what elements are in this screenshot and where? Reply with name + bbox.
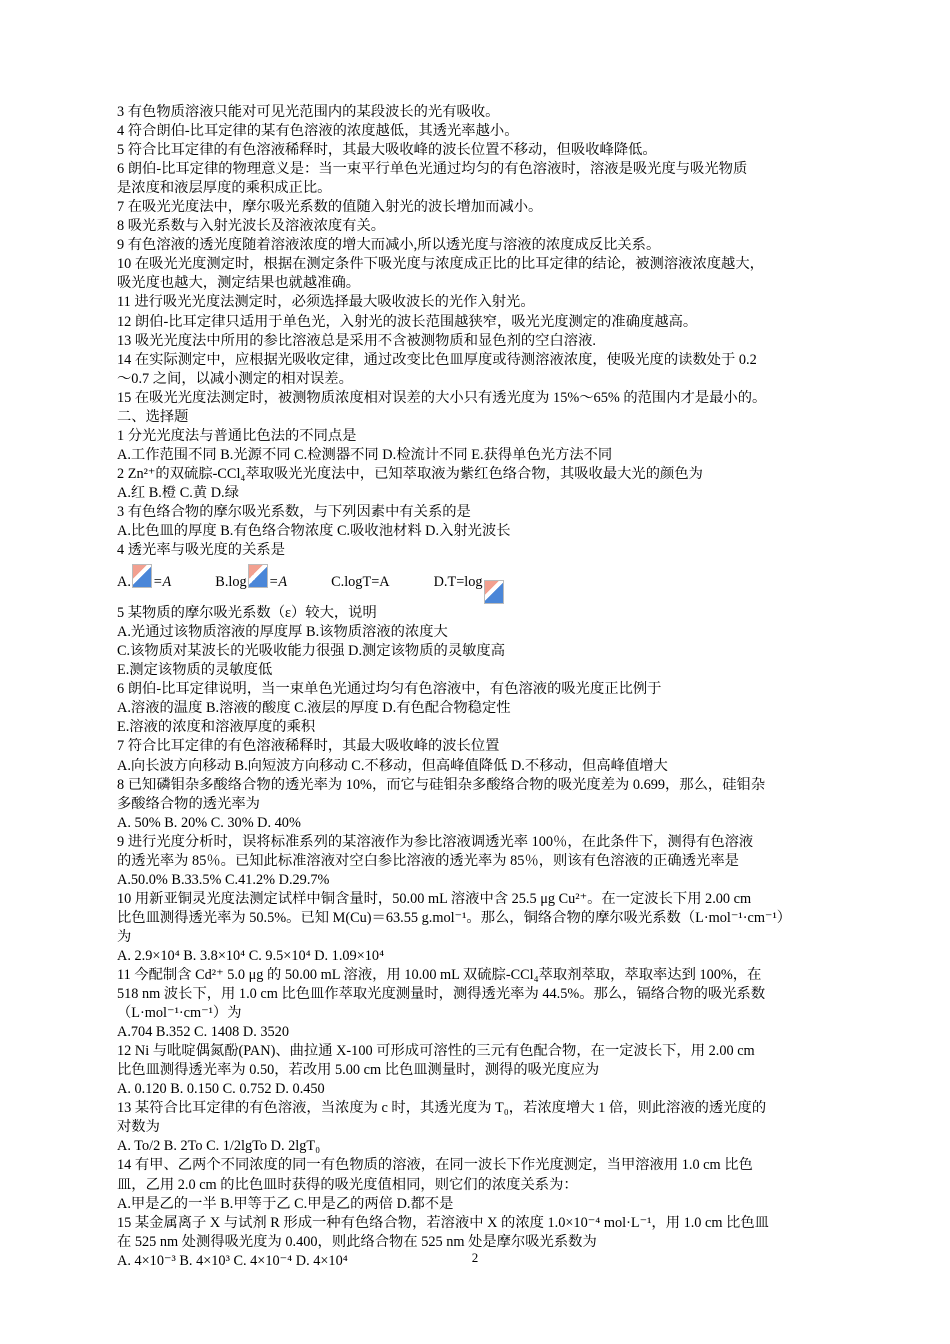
text-line: 在 525 nm 处测得吸光度为 0.400，则此络合物在 525 nm 处是摩尔吸光系数为 [117, 1233, 597, 1250]
text-line: 的透光率为 85％。已知此标准溶液对空白参比溶液的透光率为 85％，则该有色溶液的正确透光率是 [117, 852, 739, 869]
text-line: 13 某符合比耳定律的有色溶液，当浓度为 c 时，其透光度为 T₀，若浓度增大 1 倍，则此溶液的透光度的 [117, 1100, 767, 1117]
text-line: A.704 B.352 C. 1408 D. 3520 [117, 1024, 289, 1041]
q4-option-b-prefix: B.log [215, 573, 247, 590]
text-line: A. 0.120 B. 0.150 C. 0.752 D. 0.450 [117, 1081, 325, 1098]
text-line: 12 朗伯-比耳定律只适用于单色光，入射光的波长范围越狭窄，吸光光度测定的准确度越高。 [117, 313, 698, 330]
text-line: 14 在实际测定中，应根据光吸收定律，通过改变比色皿厚度或待测溶液浓度，使吸光度的读数处于 0.2 [117, 351, 757, 368]
text-line: 对数为 [117, 1119, 160, 1136]
q4-option-a-suffix: =A [152, 573, 172, 590]
text-line: 10 在吸光光度测定时，根据在测定条件下吸光度与浓度成正比的比耳定律的结论，被测溶液浓度越大， [117, 256, 764, 273]
document-page [117, 103, 862, 1271]
text-line: A.50.0% B.33.5% C.41.2% D.29.7% [117, 871, 330, 888]
text-line: E.测定该物质的灵敏度低 [117, 662, 273, 679]
text-line: A.甲是乙的一半 B.甲等于乙 C.甲是乙的两倍 D.都不是 [117, 1195, 454, 1212]
text-line: ～0.7 之间，以减小测定的相对误差。 [117, 370, 353, 387]
q4-option-c-text: C.logT=A [331, 573, 390, 590]
text-line: 11 今配制含 Cd²⁺ 5.0 μg 的 50.00 mL 溶液，用 10.00 mL 双硫腙-CCl₄萃取剂萃取，萃取率达到 100%，在 [117, 967, 762, 984]
formula-image-icon [132, 564, 152, 588]
q4-option-d [434, 570, 505, 594]
text-line: A.溶液的温度 B.溶液的酸度 C.液层的厚度 D.有色配合物稳定性 [117, 700, 511, 717]
text-block-bottom [117, 604, 862, 1271]
formula-image-icon [484, 580, 504, 604]
text-line: 二、选择题 [117, 408, 189, 425]
q4-option-c [331, 574, 390, 591]
text-line: C.该物质对某波长的光吸收能力很强 D.测定该物质的灵敏度高 [117, 643, 506, 660]
text-line: 11 进行吸光光度法测定时，必须选择最大吸收波长的光作入射光。 [117, 294, 535, 311]
text-line: 3 有色络合物的摩尔吸光系数，与下列因素中有关系的是 [117, 503, 471, 520]
text-line: 15 某金属离子 X 与试剂 R 形成一种有色络合物，若溶液中 X 的浓度 1.0×10⁻⁴ mol·L⁻¹，用 1.0 cm 比色皿 [117, 1214, 769, 1231]
text-line: 6 朗伯-比耳定律的物理意义是：当一束平行单色光通过均匀的有色溶液时，溶液是吸光度与吸光物质 [117, 161, 748, 178]
text-line: 518 nm 波长下，用 1.0 cm 比色皿作萃取光度测量时，测得透光率为 44.5%。那么，镉络合物的吸光系数 [117, 986, 766, 1003]
text-line: 13 吸光光度法中所用的参比溶液总是采用不含被测物质和显色剂的空白溶液. [117, 332, 596, 349]
text-line: 9 进行光度分析时，误将标准系列的某溶液作为参比溶液调透光率 100％，在此条件下，测得有色溶液 [117, 833, 754, 850]
text-line: 4 透光率与吸光度的关系是 [117, 542, 285, 559]
text-line: 4 符合朗伯-比耳定律的某有色溶液的浓度越低，其透光率越小。 [117, 123, 519, 140]
text-line: A. 50% B. 20% C. 30% D. 40% [117, 814, 301, 831]
q4-option-b [215, 570, 287, 594]
text-line: 7 符合比耳定律的有色溶液稀释时，其最大吸收峰的波长位置 [117, 738, 500, 755]
text-line: 12 Ni 与吡啶偶氮酚(PAN)、曲拉通 X-100 可形成可溶性的三元有色配合物，在一定波长下，用 2.00 cm [117, 1043, 755, 1060]
text-line: A. 2.9×10⁴ B. 3.8×10⁴ C. 9.5×10⁴ D. 1.09×10⁴ [117, 947, 385, 964]
text-line: A.比色皿的厚度 B.有色络合物浓度 C.吸收池材料 D.入射光波长 [117, 523, 511, 540]
text-line: 15 在吸光光度法测定时，被测物质浓度相对误差的大小只有透光度为 15%～65% 的范围内才是最小的。 [117, 389, 767, 406]
text-line: 6 朗伯-比耳定律说明，当一束单色光通过均匀有色溶液中，有色溶液的吸光度正比例于 [117, 681, 662, 698]
text-line: （L·mol⁻¹·cm⁻¹）为 [117, 1005, 242, 1022]
text-line: 比色皿测得透光率为 50.5%。已知 M(Cu)＝63.55 g.mol⁻¹。那么，铜络合物的摩尔吸光系数（L·mol⁻¹·cm⁻¹） [117, 909, 792, 926]
q4-option-d-prefix: D.T=log [433, 573, 483, 590]
text-line: 7 在吸光光度法中，摩尔吸光系数的值随入射光的波长增加而减小。 [117, 199, 543, 216]
text-line: 多酸络合物的透光率为 [117, 795, 260, 812]
text-line: A. To/2 B. 2To C. 1/2lgTo D. 2lgT₀ [117, 1138, 321, 1155]
text-line: 为 [117, 928, 132, 945]
text-line: 3 有色物质溶液只能对可见光范围内的某段波长的光有吸收。 [117, 104, 500, 120]
text-block-top [117, 103, 862, 560]
q4-option-a-prefix: A. [117, 573, 131, 590]
text-line: 5 符合比耳定律的有色溶液稀释时，其最大吸收峰的波长位置不移动，但吸收峰降低。 [117, 142, 657, 159]
text-line: 5 某物质的摩尔吸光系数（ε）较大，说明 [117, 605, 377, 622]
text-line: 比色皿测得透光率为 0.50，若改用 5.00 cm 比色皿测量时，测得的吸光度应为 [117, 1062, 600, 1079]
text-line: A.红 B.橙 C.黄 D.绿 [117, 484, 239, 501]
text-line: 皿，乙用 2.0 cm 的比色皿时获得的吸光度值相同，则它们的浓度关系为： [117, 1176, 578, 1193]
formula-image-icon [248, 564, 268, 588]
text-line: 9 有色溶液的透光度随着溶液浓度的增大而减小,所以透光度与溶液的浓度成反比关系。 [117, 237, 661, 254]
text-line: 吸光度也越大，测定结果也就越准确。 [117, 275, 361, 292]
q4-option-a [117, 570, 171, 594]
text-line: 8 已知磷钼杂多酸络合物的透光率为 10%，而它与硅钼杂多酸络合物的吸光度差为 0.699，那么，硅钼杂 [117, 776, 766, 793]
page-number: 2 [471, 1250, 479, 1265]
text-line: A.光通过该物质溶液的厚度厚 B.该物质溶液的浓度大 [117, 624, 448, 641]
text-line: E.溶液的浓度和溶液厚度的乘积 [117, 719, 316, 736]
text-line: A.工作范围不同 B.光源不同 C.检测器不同 D.检流计不同 E.获得单色光方法不同 [117, 446, 613, 463]
text-line: 14 有甲、乙两个不同浓度的同一有色物质的溶液，在同一波长下作光度测定，当甲溶液用 1.0 cm 比色 [117, 1157, 753, 1174]
text-line: 是浓度和液层厚度的乘积成正比。 [117, 180, 332, 197]
text-line: A.向长波方向移动 B.向短波方向移动 C.不移动，但高峰值降低 D.不移动，但高峰值增大 [117, 757, 668, 774]
q4-options-row [117, 560, 862, 604]
text-line: 10 用新亚铜灵光度法测定试样中铜含量时，50.00 mL 溶液中含 25.5 μg Cu²⁺。在一定波长下用 2.00 cm [117, 890, 752, 907]
text-line: 8 吸光系数与入射光波长及溶液浓度有关。 [117, 218, 386, 235]
text-line: 1 分光光度法与普通比色法的不同点是 [117, 427, 357, 444]
q4-option-b-suffix: =A [268, 573, 288, 590]
text-line: A. 4×10⁻³ B. 4×10³ C. 4×10⁻⁴ D. 4×10⁴ [117, 1252, 348, 1269]
text-line: 2 Zn²⁺的双硫腙-CCl₄萃取吸光光度法中，已知萃取液为紫红色络合物，其吸收最大光的颜色为 [117, 465, 703, 482]
